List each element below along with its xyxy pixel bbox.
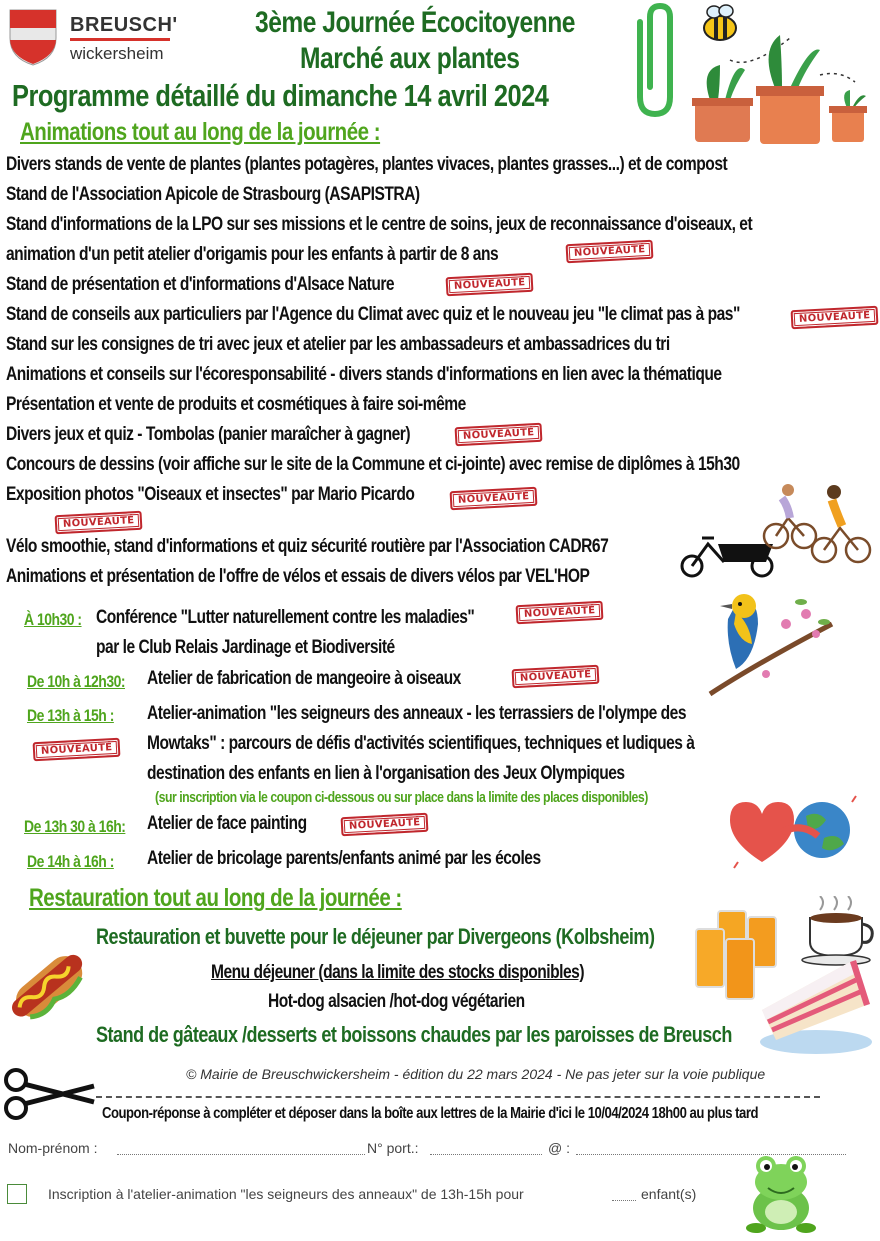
nouveaute-stamp: NOUVEAUTÉ	[791, 306, 879, 330]
restauration-heading: Restauration tout au long de la journée :	[29, 884, 402, 912]
heart-earth-icon	[722, 792, 862, 876]
animation-line: Stand de conseils aux particuliers par l'Agence du Climat avec quiz et le nouveau jeu "le climat pas à pas"	[6, 304, 740, 325]
animation-line: Exposition photos "Oiseaux et insectes" par Mario Picardo	[6, 484, 415, 505]
phone-field[interactable]	[430, 1153, 542, 1155]
animation-line: animation d'un petit atelier d'origamis pour les enfants à partir de 8 ans	[6, 244, 499, 265]
schedule-text: Conférence "Lutter naturellement contre les maladies"	[96, 607, 475, 628]
logo-sub: wickersheim	[70, 44, 164, 63]
animation-line: Stand de l'Association Apicole de Strasbourg (ASAPISTRA)	[6, 184, 420, 205]
animation-line: Présentation et vente de produits et cosmétiques à faire soi-même	[6, 394, 466, 415]
name-field[interactable]	[117, 1153, 365, 1155]
title-line2: Marché aux plantes	[300, 42, 520, 75]
coat-of-arms-icon	[8, 8, 58, 66]
logo	[8, 8, 178, 68]
inscription-label: Inscription à l'atelier-animation "les seigneurs des anneaux" de 13h-15h pour	[48, 1186, 524, 1202]
schedule-text: destination des enfants en lien à l'organisation des Jeux Olympiques	[147, 763, 625, 784]
schedule-text: Mowtaks" : parcours de défis d'activités scientifiques, techniques et ludiques à	[147, 733, 695, 754]
coupon-heading: Coupon-réponse à compléter et déposer dans la boîte aux lettres de la Mairie d'ici le 10/04/2024 18h00 au plus tard	[102, 1105, 758, 1122]
restauration-line2: Stand de gâteaux /desserts et boissons chaudes par les paroisses de Breusch	[96, 1022, 732, 1047]
nouveaute-stamp: NOUVEAUTÉ	[341, 813, 429, 837]
schedule-text: Atelier de fabrication de mangeoire à oiseaux	[147, 668, 461, 689]
animation-line: Concours de dessins (voir affiche sur le site de la Commune et ci-jointe) avec remise de diplômes à 15h30	[6, 454, 740, 475]
name-label: Nom-prénom :	[8, 1140, 98, 1156]
program-title: Programme détaillé du dimanche 14 avril 2024	[12, 78, 549, 113]
nouveaute-stamp: NOUVEAUTÉ	[512, 665, 600, 689]
hotdog-icon	[0, 936, 98, 1040]
cut-line	[96, 1096, 820, 1098]
nouveaute-stamp: NOUVEAUTÉ	[55, 511, 143, 535]
schedule-text: Atelier-animation "les seigneurs des anneaux - les terrassiers de l'olympe des	[147, 703, 687, 724]
nouveaute-stamp: NOUVEAUTÉ	[33, 738, 121, 762]
menu-hotdog: Hot-dog alsacien /hot-dog végétarien	[268, 991, 525, 1012]
nouveaute-stamp: NOUVEAUTÉ	[450, 487, 538, 511]
copyright: © Mairie de Breuschwickersheim - édition du 22 mars 2024 - Ne pas jeter sur la voie publique	[186, 1066, 766, 1082]
schedule-text: par le Club Relais Jardinage et Biodiversité	[96, 637, 395, 658]
children-count-field[interactable]	[612, 1199, 636, 1201]
frog-icon	[744, 1152, 818, 1234]
scissors-icon	[0, 1068, 96, 1120]
nouveaute-stamp: NOUVEAUTÉ	[516, 601, 604, 625]
paperclip-icon	[620, 2, 680, 122]
inscription-checkbox[interactable]	[7, 1184, 27, 1204]
animation-line: Animations et conseils sur l'écoresponsabilité - divers stands d'informations en lien avec la thématique	[6, 364, 722, 385]
animation-line: Animations et présentation de l'offre de vélos et essais de divers vélos par VEL'HOP	[6, 566, 590, 587]
animation-line: Vélo smoothie, stand d'informations et quiz sécurité routière par l'Association CADR67	[6, 536, 609, 557]
schedule-time: De 10h à 12h30:	[27, 672, 126, 691]
schedule-time: À 10h30 :	[24, 610, 82, 629]
animation-line: Stand de présentation et d'informations d'Alsace Nature	[6, 274, 395, 295]
cake-icon	[754, 950, 874, 1060]
animations-heading: Animations tout au long de la journée :	[20, 118, 381, 146]
restauration-line1: Restauration et buvette pour le déjeuner par Divergeons (Kolbsheim)	[96, 924, 655, 949]
animation-line: Divers jeux et quiz - Tombolas (panier maraîcher à gagner)	[6, 424, 411, 445]
animation-line: Stand sur les consignes de tri avec jeux et atelier par les ambassadeurs et ambassadrices du tri	[6, 334, 670, 355]
cyclists-icon	[762, 476, 874, 576]
schedule-text: Atelier de bricolage parents/enfants animé par les écoles	[147, 848, 541, 869]
logo-line	[70, 38, 170, 41]
menu-title: Menu déjeuner (dans la limite des stocks disponibles)	[211, 962, 585, 983]
schedule-text: Atelier de face painting	[147, 813, 307, 834]
plant-pots-icon	[690, 30, 880, 150]
email-label: @ :	[548, 1140, 570, 1156]
nouveaute-stamp: NOUVEAUTÉ	[566, 240, 654, 264]
title-line1: 3ème Journée Écocitoyenne	[255, 6, 575, 39]
nouveaute-stamp: NOUVEAUTÉ	[455, 423, 543, 447]
animation-line: Stand d'informations de la LPO sur ses missions et le centre de soins, jeux de reconnaissance d'oiseaux, et	[6, 214, 753, 235]
phone-label: N° port.:	[367, 1140, 419, 1156]
schedule-note: (sur inscription via le coupon ci-dessous ou sur place dans la limite des places disponibles)	[155, 789, 648, 806]
logo-name: BREUSCH'	[70, 14, 178, 36]
inscription-suffix: enfant(s)	[641, 1186, 697, 1202]
bird-on-branch-icon	[706, 584, 836, 704]
schedule-time: De 14h à 16h :	[27, 852, 114, 871]
schedule-time: De 13h à 15h :	[27, 706, 114, 725]
animation-line: Divers stands de vente de plantes (plantes potagères, plantes vivaces, plantes grasses...) et de compost	[6, 154, 728, 175]
nouveaute-stamp: NOUVEAUTÉ	[446, 273, 534, 297]
schedule-time: De 13h 30 à 16h:	[24, 817, 126, 836]
